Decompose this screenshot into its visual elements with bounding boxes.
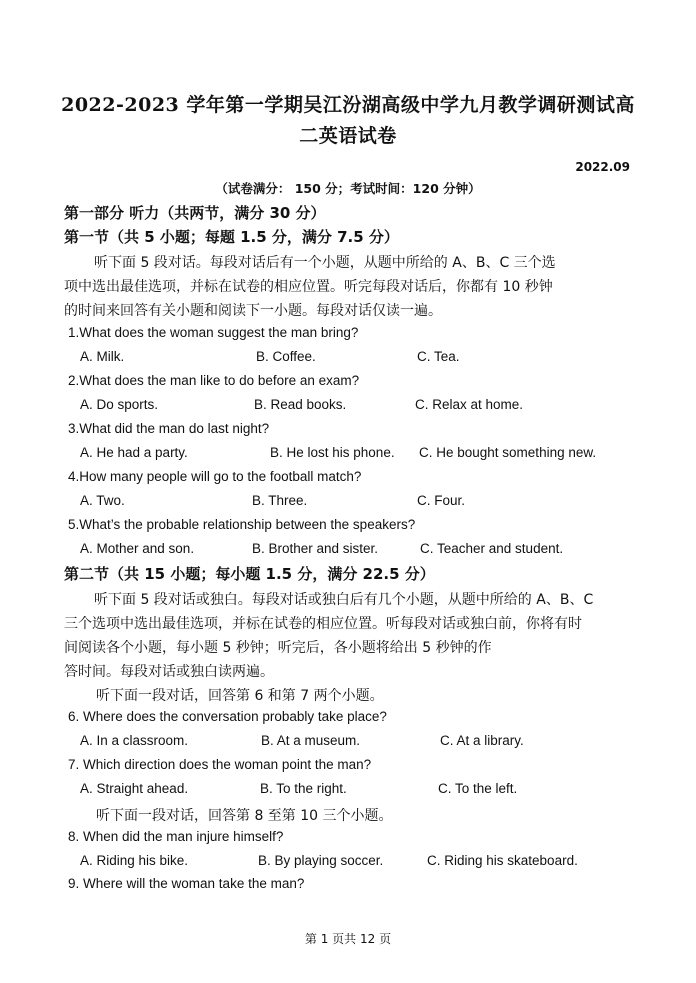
question-7: 7. Which direction does the woman point the man? xyxy=(68,757,372,772)
question-5: 5.What’s the probable relationship between the speakers? xyxy=(68,517,416,532)
option-b: B. To the right. xyxy=(260,781,347,796)
question-9: 9. Where will the woman take the man? xyxy=(68,876,305,891)
option-a: A. Straight ahead. xyxy=(80,781,189,796)
question-6: 6. Where does the conversation probably take place? xyxy=(68,709,387,724)
instruction-line: 三个选项中选出最佳选项，并标在试卷的相应位置。听每段对话或独白前，你将有时 xyxy=(64,616,582,632)
option-b: B. Three. xyxy=(252,493,308,508)
section2-heading: 第二节（共 15 小题；每小题 1.5 分，满分 22.5 分） xyxy=(64,565,435,583)
question-1: 1.What does the woman suggest the man bring? xyxy=(68,325,359,340)
option-b: B. Coffee. xyxy=(256,349,316,364)
page-footer: 第 1 页共 12 页 xyxy=(304,932,392,946)
option-c: C. Relax at home. xyxy=(415,397,524,412)
exam-title-line1: 2022-2023 学年第一学期吴江汾湖高级中学九月教学调研测试高 xyxy=(61,94,635,116)
question-8: 8. When did the man injure himself? xyxy=(68,829,284,844)
section1-heading: 第一节（共 5 小题；每题 1.5 分，满分 7.5 分） xyxy=(64,228,399,246)
part1-heading: 第一部分 听力（共两节，满分 30 分） xyxy=(64,204,326,222)
option-a: A. In a classroom. xyxy=(80,733,189,748)
section2-instructions xyxy=(64,588,636,684)
option-a: A. He had a party. xyxy=(80,445,188,460)
option-a: A. Do sports. xyxy=(80,397,159,412)
exam-title-line2: 二英语试卷 xyxy=(299,125,397,147)
question-4: 4.How many people will go to the football match? xyxy=(68,469,362,484)
option-a: A. Riding his bike. xyxy=(80,853,189,868)
instruction-line: 听下面 5 段对话。每段对话后有一个小题，从题中所给的 A、B、C 三个选 xyxy=(94,255,556,271)
instruction-line: 听下面 5 段对话或独白。每段对话或独白后有几个小题，从题中所给的 A、B、C xyxy=(94,592,594,608)
exam-date: 2022.09 xyxy=(575,160,630,174)
section1-instructions xyxy=(64,251,636,323)
sub-instruction-8-10: 听下面一段对话，回答第 8 至第 10 三个小题。 xyxy=(96,808,393,824)
option-b: B. Read books. xyxy=(254,397,347,412)
score-info: （试卷满分： 150 分；考试时间：120 分钟） xyxy=(215,181,481,196)
option-a: A. Mother and son. xyxy=(80,541,195,556)
option-c: C. Teacher and student. xyxy=(420,541,564,556)
option-a: A. Two. xyxy=(80,493,125,508)
option-c: C. He bought something new. xyxy=(419,445,597,460)
option-c: C. To the left. xyxy=(438,781,518,796)
instruction-line: 的时间来回答有关小题和阅读下一小题。每段对话仅读一遍。 xyxy=(64,303,442,319)
instruction-line: 项中选出最佳选项，并标在试卷的相应位置。听完每段对话后，你都有 10 秒钟 xyxy=(64,279,553,295)
instruction-line: 间阅读各个小题，每小题 5 秒钟；听完后，各小题将给出 5 秒钟的作 xyxy=(64,640,492,656)
option-b: B. He lost his phone. xyxy=(270,445,395,460)
question-3: 3.What did the man do last night? xyxy=(68,421,270,436)
option-b: B. By playing soccer. xyxy=(258,853,384,868)
option-c: C. Four. xyxy=(417,493,466,508)
sub-instruction-6-7: 听下面一段对话，回答第 6 和第 7 两个小题。 xyxy=(96,688,384,704)
option-c: C. At a library. xyxy=(440,733,524,748)
option-b: B. At a museum. xyxy=(261,733,361,748)
option-c: C. Riding his skateboard. xyxy=(427,853,578,868)
option-a: A. Milk. xyxy=(80,349,125,364)
option-b: B. Brother and sister. xyxy=(252,541,379,556)
question-2: 2.What does the man like to do before an exam? xyxy=(68,373,360,388)
option-c: C. Tea. xyxy=(417,349,460,364)
instruction-line: 答时间。每段对话或独白读两遍。 xyxy=(64,664,274,680)
